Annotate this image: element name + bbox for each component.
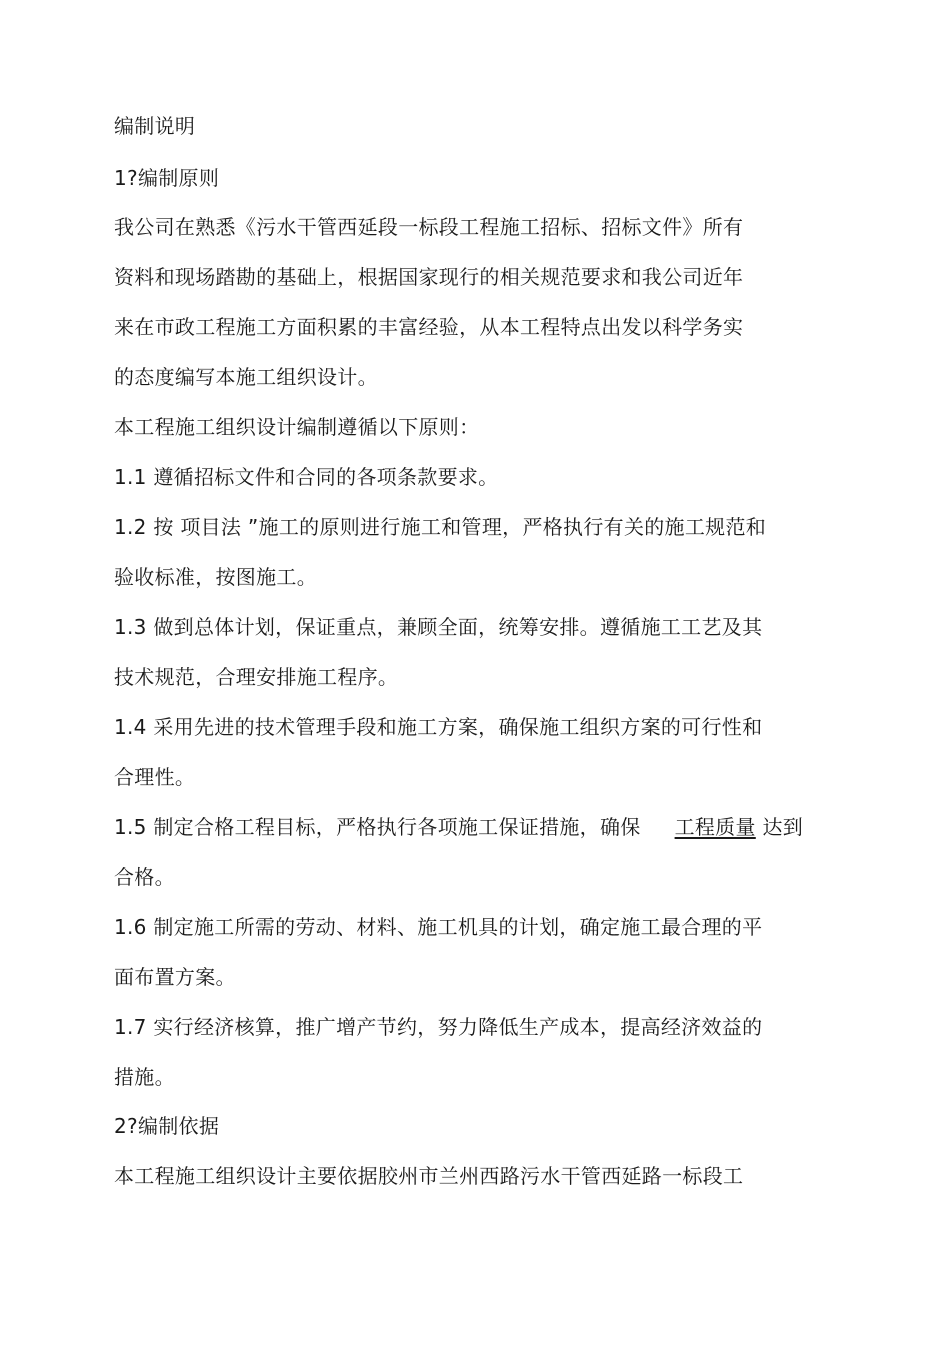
item-1-5-underlined-term: 工程质量 <box>674 815 756 839</box>
item-1-4-line-2: 合理性。 <box>114 765 196 789</box>
item-1-3-line-1: 1.3 做到总体计划，保证重点，兼顾全面，统筹安排。遵循施工工艺及其 <box>114 615 763 639</box>
basis-line: 本工程施工组织设计主要依据胶州市兰州西路污水干管西延路一标段工 <box>114 1164 744 1188</box>
item-1-4-line-1: 1.4 采用先进的技术管理手段和施工方案，确保施工组织方案的可行性和 <box>114 715 763 739</box>
item-1-6-line-2: 面布置方案。 <box>114 965 236 989</box>
item-1-5-tail: 达到 <box>755 815 804 839</box>
doc-title: 编制说明 <box>114 114 196 138</box>
item-1-3-line-2: 技术规范，合理安排施工程序。 <box>114 665 399 689</box>
item-1-7-line-1: 1.7 实行经济核算，推广增产节约，努力降低生产成本，提高经济效益的 <box>114 1015 763 1039</box>
item-1-5-line-2: 合格。 <box>114 865 175 889</box>
intro-line-1: 我公司在熟悉《污水干管西延段一标段工程施工招标、招标文件》所有 <box>114 215 744 239</box>
item-1-2-line-1: 1.2 按 项目法 ”施工的原则进行施工和管理，严格执行有关的施工规范和 <box>114 515 767 539</box>
intro-line-2: 资料和现场踏勘的基础上，根据国家现行的相关规范要求和我公司近年 <box>114 265 744 289</box>
item-1-2-line-2: 验收标准，按图施工。 <box>114 565 317 589</box>
section-1-heading: 1?编制原则 <box>114 166 220 190</box>
item-1-7-line-2: 措施。 <box>114 1065 175 1089</box>
principles-lead: 本工程施工组织设计编制遵循以下原则： <box>114 415 480 439</box>
section-2-heading: 2?编制依据 <box>114 1114 220 1138</box>
item-1-5-text: 1.5 制定合格工程目标，严格执行各项施工保证措施，确保 <box>114 815 641 839</box>
intro-line-4: 的态度编写本施工组织设计。 <box>114 365 378 389</box>
item-1-1: 1.1 遵循招标文件和合同的各项条款要求。 <box>114 465 499 489</box>
item-1-5-line-1 <box>114 814 803 840</box>
item-1-6-line-1: 1.6 制定施工所需的劳动、材料、施工机具的计划，确定施工最合理的平 <box>114 915 763 939</box>
intro-line-3: 来在市政工程施工方面积累的丰富经验，从本工程特点出发以科学务实 <box>114 315 744 339</box>
